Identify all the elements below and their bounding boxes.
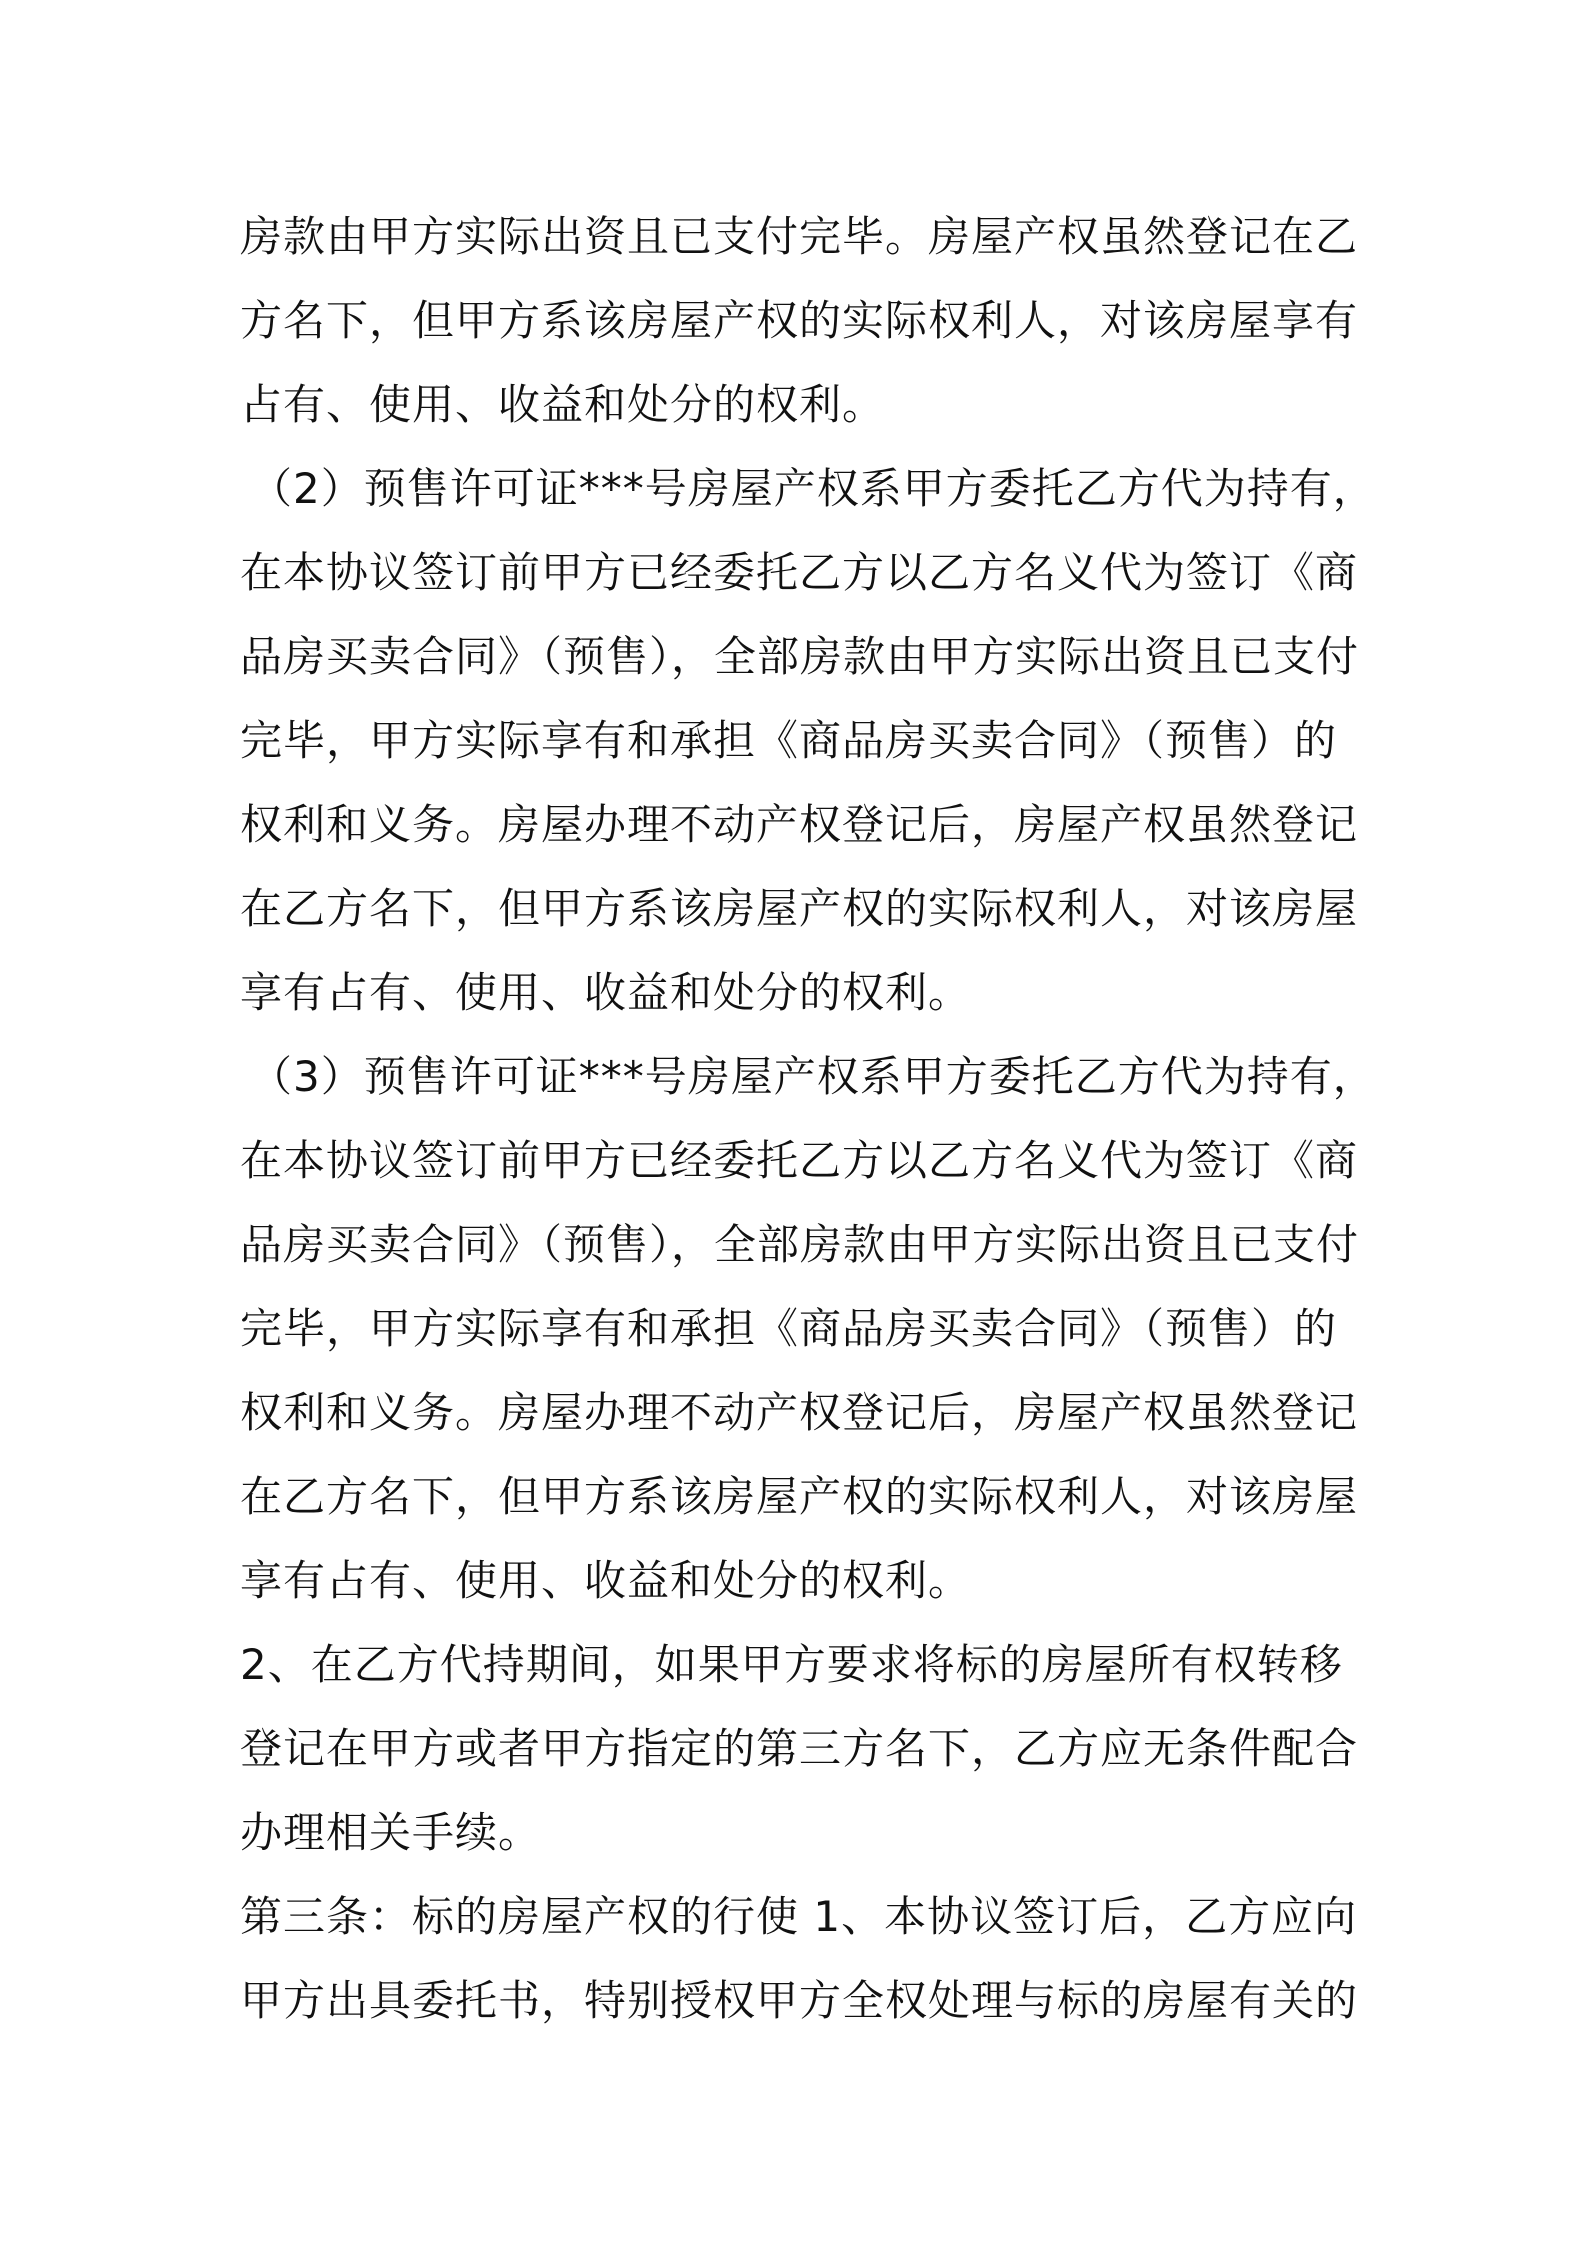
text-line: 占有、使用、收益和处分的权利。 xyxy=(240,380,886,429)
text-line: 2、在乙方代持期间，如果甲方要求将标的房屋所有权转移 xyxy=(240,1640,1343,1689)
text-line: 权利和义务。房屋办理不动产权登记后，房屋产权虽然登记 xyxy=(240,800,1359,849)
text-line: 在本协议签订前甲方已经委托乙方以乙方名义代为签订《商 xyxy=(240,1136,1359,1185)
text-line: 第三条：标的房屋产权的行使 1、本协议签订后，乙方应向 xyxy=(240,1892,1358,1941)
text-line: 在乙方名下，但甲方系该房屋产权的实际权利人，对该房屋 xyxy=(240,884,1359,933)
document-body xyxy=(240,195,1376,2043)
text-line: 房款由甲方实际出资且已支付完毕。房屋产权虽然登记在乙 xyxy=(240,212,1359,261)
text-line: 完毕，甲方实际享有和承担《商品房买卖合同》（预售）的 xyxy=(240,1304,1338,1353)
text-line: 享有占有、使用、收益和处分的权利。 xyxy=(240,968,972,1017)
text-line: 权利和义务。房屋办理不动产权登记后，房屋产权虽然登记 xyxy=(240,1388,1359,1437)
text-line: 在本协议签订前甲方已经委托乙方以乙方名义代为签订《商 xyxy=(240,548,1359,597)
text-line: 办理相关手续。 xyxy=(240,1808,542,1857)
text-line: （2）预售许可证***号房屋产权系甲方委托乙方代为持有， xyxy=(250,464,1376,513)
text-line: 完毕，甲方实际享有和承担《商品房买卖合同》（预售）的 xyxy=(240,716,1338,765)
text-line: 品房买卖合同》（预售），全部房款由甲方实际出资且已支付 xyxy=(240,632,1360,681)
text-line: 登记在甲方或者甲方指定的第三方名下，乙方应无条件配合 xyxy=(240,1724,1359,1773)
text-line: 甲方出具委托书，特别授权甲方全权处理与标的房屋有关的 xyxy=(240,1976,1359,2025)
text-line: 享有占有、使用、收益和处分的权利。 xyxy=(240,1556,972,1605)
text-line: 方名下，但甲方系该房屋产权的实际权利人，对该房屋享有 xyxy=(240,296,1359,345)
text-line: 在乙方名下，但甲方系该房屋产权的实际权利人，对该房屋 xyxy=(240,1472,1359,1521)
text-line: 品房买卖合同》（预售），全部房款由甲方实际出资且已支付 xyxy=(240,1220,1360,1269)
text-line: （3）预售许可证***号房屋产权系甲方委托乙方代为持有， xyxy=(250,1052,1376,1101)
